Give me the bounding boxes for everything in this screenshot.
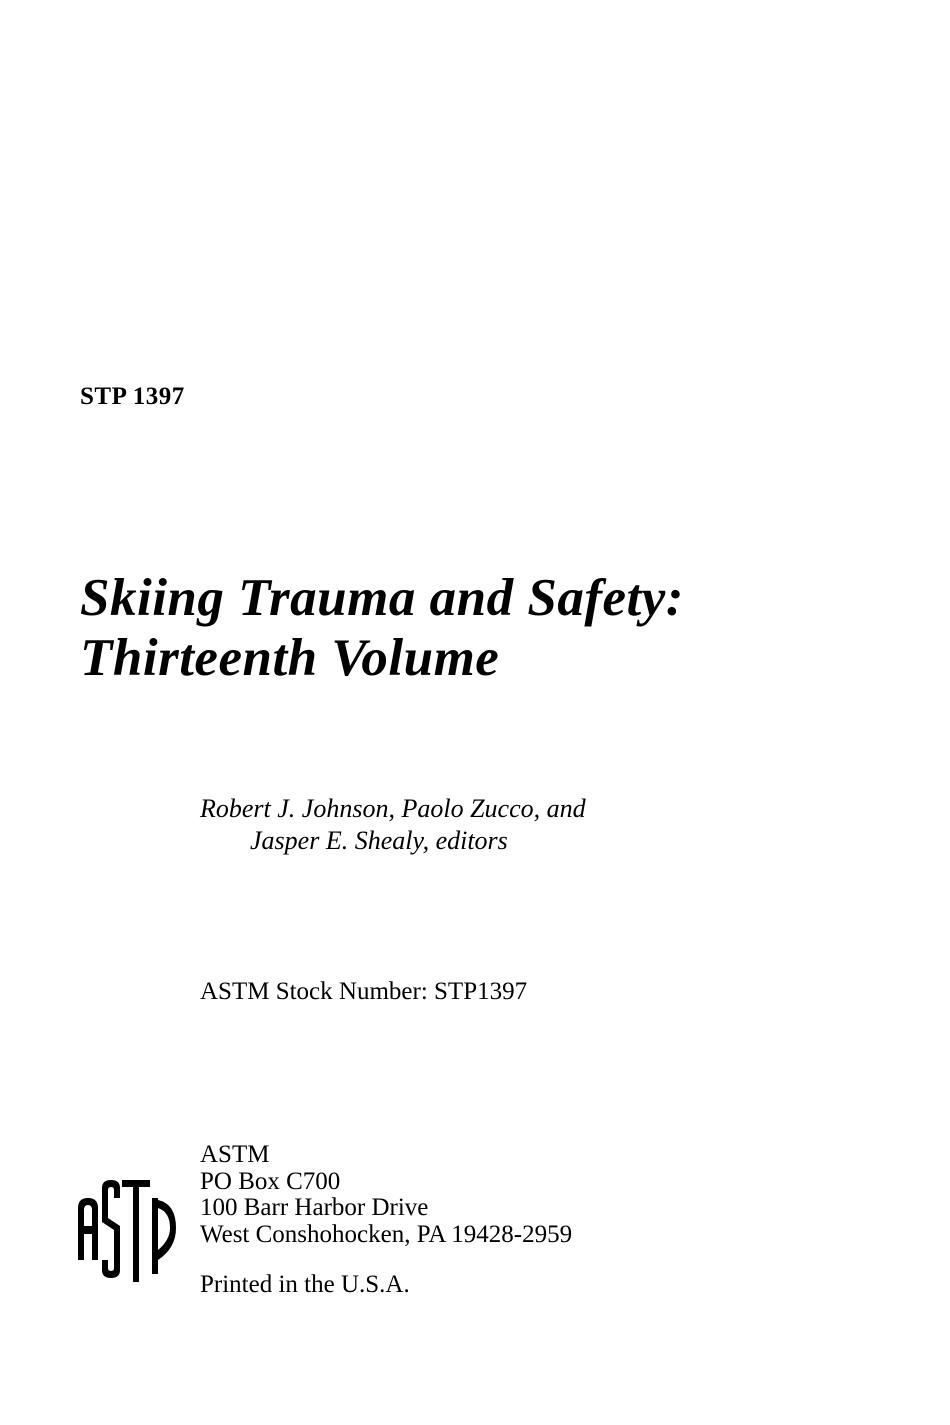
editors-line-1: Robert J. Johnson, Paolo Zucco, and [200, 794, 586, 823]
editors-block [200, 793, 586, 857]
printed-note: Printed in the U.S.A. [200, 1271, 410, 1298]
book-title [80, 568, 684, 688]
stp-number: STP 1397 [80, 383, 185, 410]
astm-logo-icon [76, 1178, 178, 1284]
publisher-address [200, 1142, 572, 1248]
title-line-1: Skiing Trauma and Safety: [80, 569, 684, 627]
address-line: West Conshohocken, PA 19428-2959 [200, 1220, 573, 1248]
address-line: 100 Barr Harbor Drive [200, 1194, 429, 1221]
address-line: PO Box C700 [200, 1167, 341, 1195]
address-line: ASTM [200, 1141, 270, 1168]
editors-line-2: Jasper E. Shealy, editors [250, 826, 508, 855]
stock-number: ASTM Stock Number: STP1397 [200, 978, 528, 1005]
title-line-2: Thirteenth Volume [80, 629, 500, 687]
